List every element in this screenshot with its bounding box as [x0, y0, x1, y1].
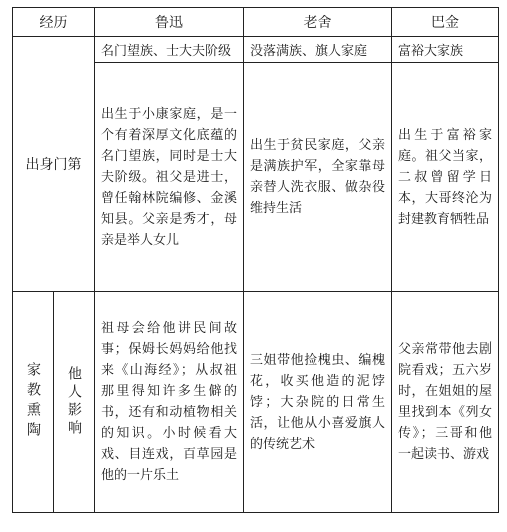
origin-label: 出身门第	[13, 37, 95, 292]
header-luxun: 鲁迅	[95, 8, 244, 37]
other-influence-label-cell	[54, 292, 95, 513]
comparison-table	[12, 7, 499, 513]
laoshe-origin-summary: 没落满族、旗人家庭	[244, 37, 392, 63]
luxun-family-detail: 祖母会给他讲民间故事；保姆长妈妈给他找来《山海经》；从叔祖那里得知许多生僻的书，还有和动植物相关的知识。小时候看大戏、目连戏，百草园是他的一片乐土	[95, 292, 244, 513]
origin-summary-row	[13, 37, 499, 63]
laoshe-origin-detail: 出生于贫民家庭，父亲是满族护军，全家靠母亲替人洗衣服、做杂役维持生活	[244, 63, 392, 292]
other-influence-label: 他人影响	[66, 366, 82, 438]
laoshe-family-detail: 三姐带他捡槐虫、编槐花，收买他造的泥饽饽；大杂院的日常生活，让他从小喜爱旗人的传统艺术	[244, 292, 392, 513]
bajin-family-detail: 父亲常带他去剧院看戏；五六岁时，在姐姐的屋里找到本《列女传》；三哥和他一起读书、游戏	[392, 292, 499, 513]
header-laoshe: 老舍	[244, 8, 392, 37]
header-experience: 经历	[13, 8, 95, 37]
luxun-origin-summary: 名门望族、士大夫阶级	[95, 37, 244, 63]
family-edu-label-cell	[13, 292, 54, 513]
luxun-origin-detail: 出生于小康家庭，是一个有着深厚文化底蕴的名门望族，同时是士大夫阶级。祖父是进士，曾任翰林院编修、金溪知县。父亲是秀才，母亲是举人女儿	[95, 63, 244, 292]
bajin-origin-detail: 出生于富裕家庭。祖父当家，二叔曾留学日本，大哥终沦为封建教育牺牲品	[392, 63, 499, 292]
header-row	[13, 8, 499, 37]
family-education-row	[13, 292, 499, 513]
bajin-origin-summary: 富裕大家族	[392, 37, 499, 63]
header-bajin: 巴金	[392, 8, 499, 37]
family-edu-label: 家教熏陶	[25, 362, 41, 442]
